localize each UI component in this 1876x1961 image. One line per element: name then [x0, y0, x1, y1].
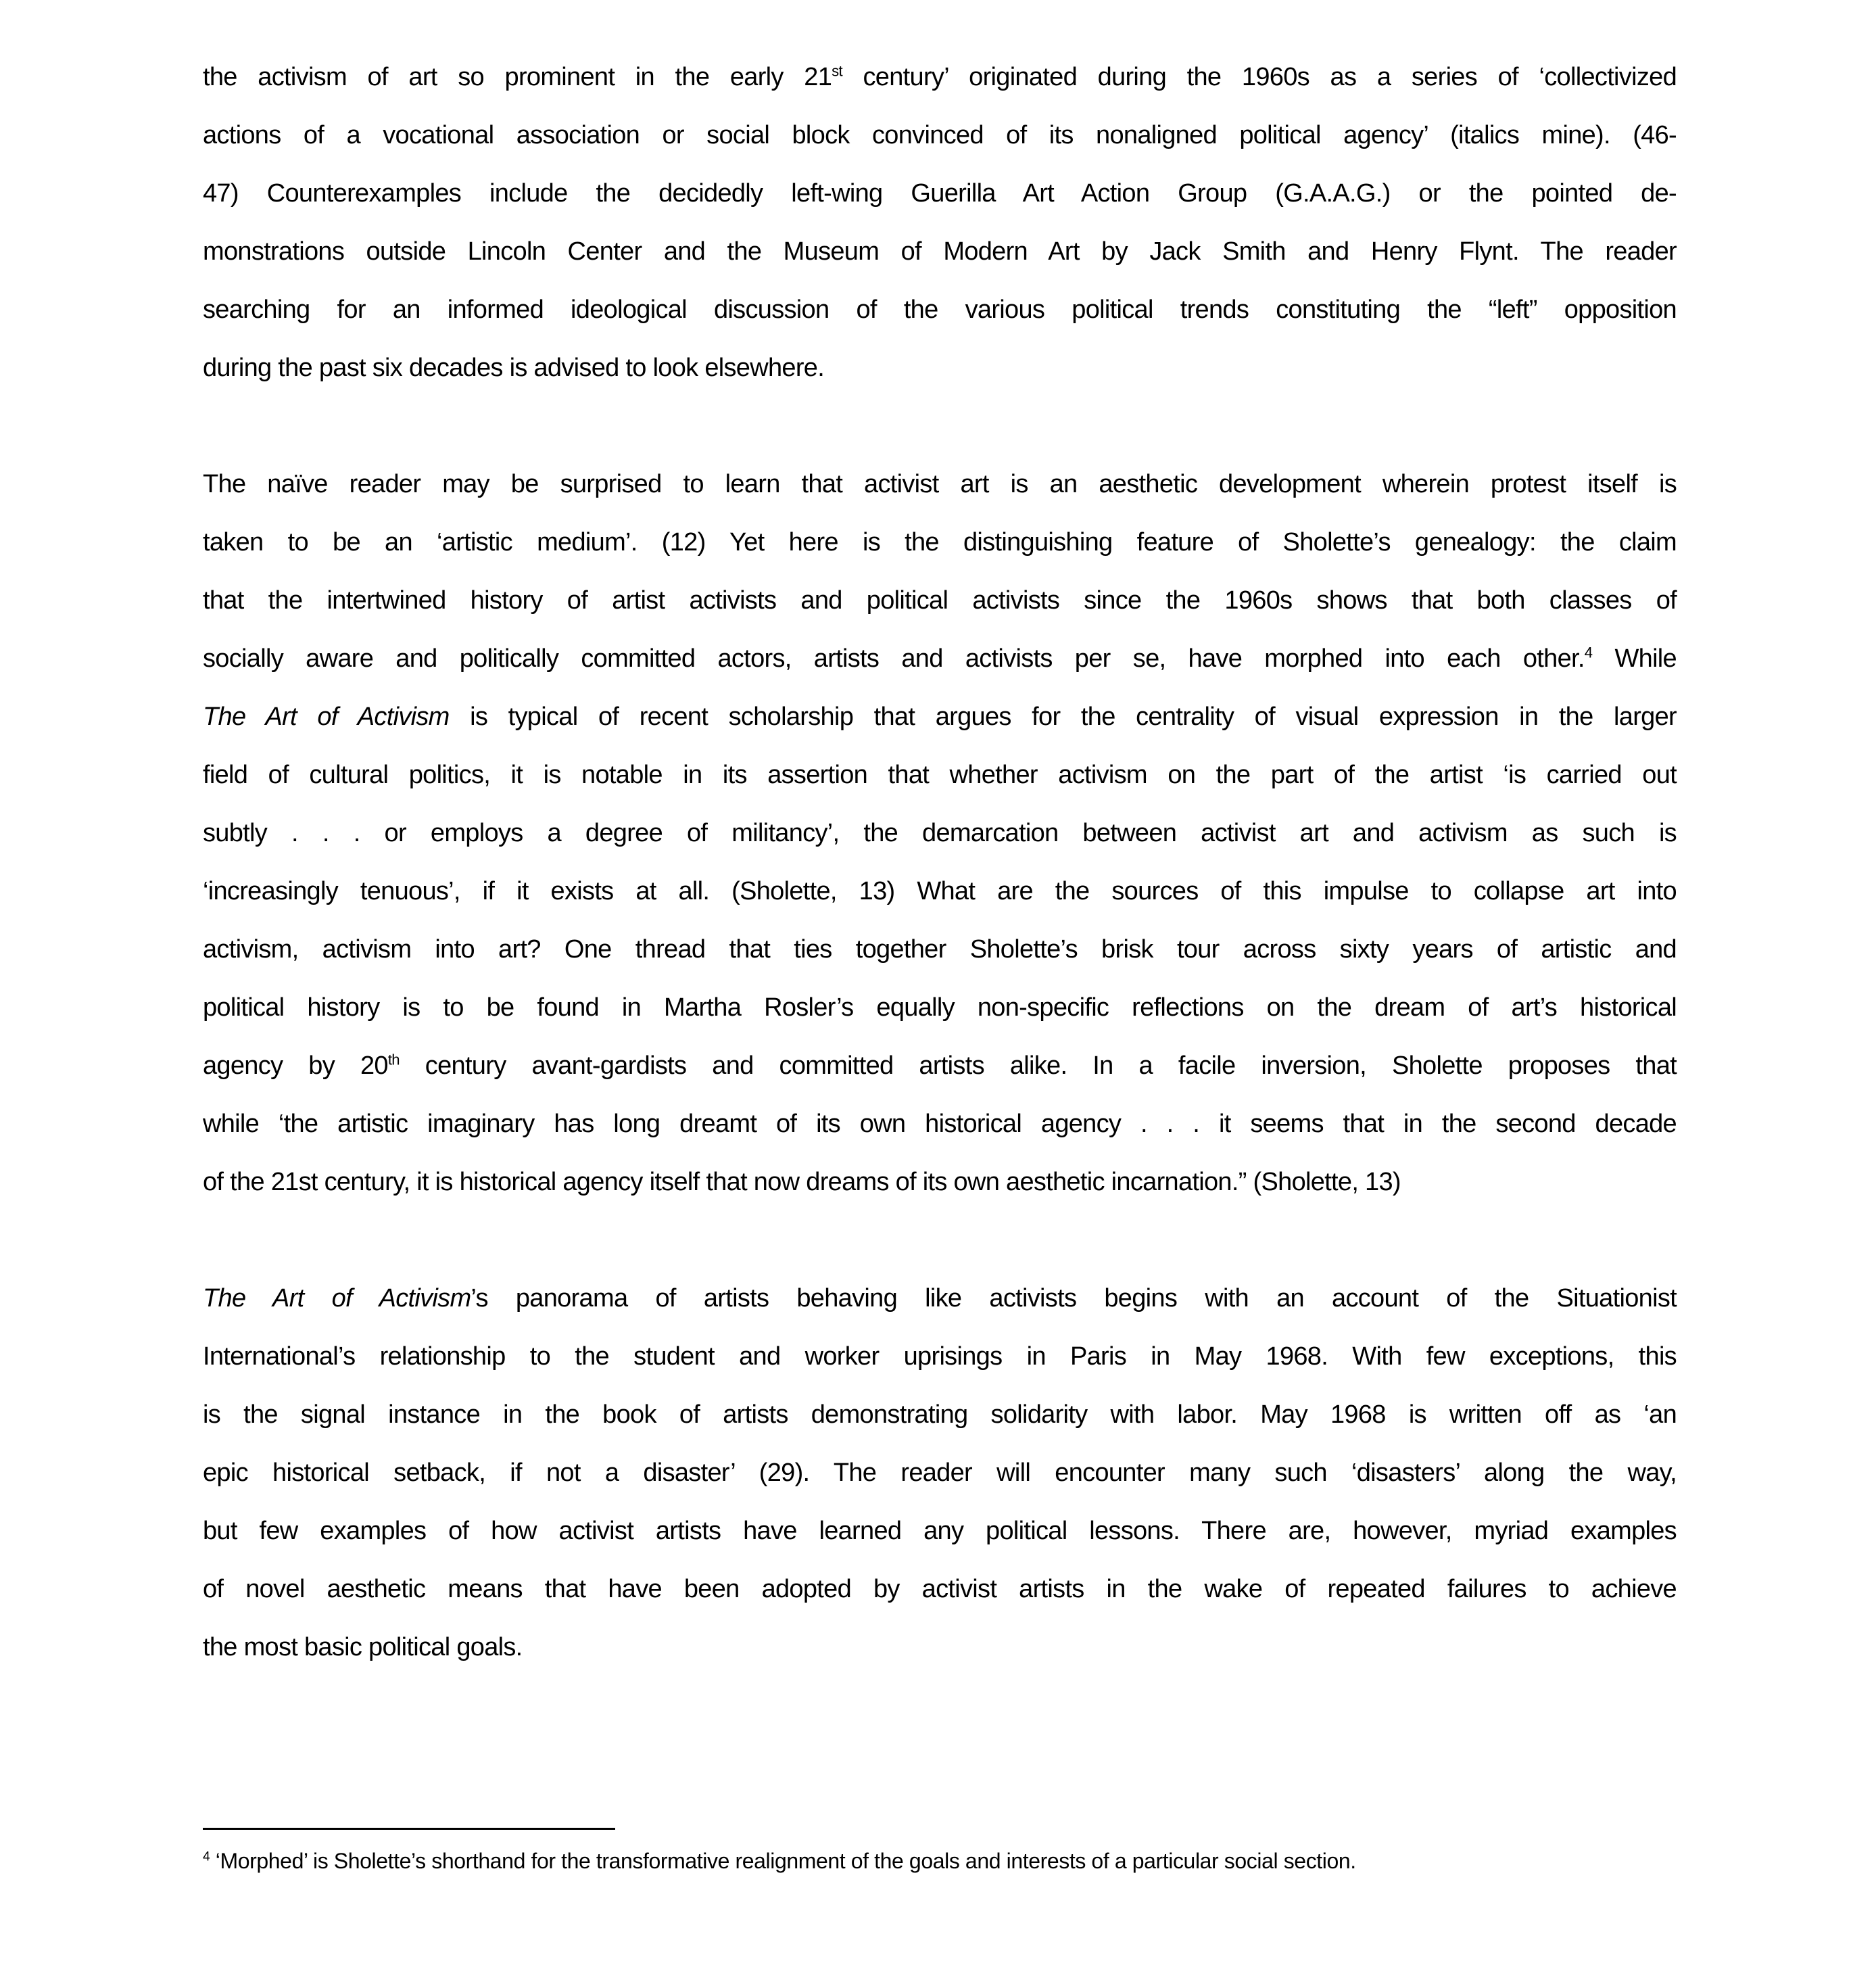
- text-segment: actions of a vocational association or social block convinced of its nonaligned political agency’ (italics mine). (46-: [203, 121, 1677, 149]
- text-line: [203, 1037, 1677, 1095]
- text-segment: activism, activism into art? One thread that ties together Sholette’s brisk tour across sixty years of artistic and: [203, 935, 1677, 964]
- text-line: [203, 222, 1677, 281]
- text-segment: during the past six decades is advised to look elsewhere.: [203, 354, 825, 382]
- text-segment: socially aware and politically committed actors, artists and activists per se, have morphed into each other.: [203, 644, 1585, 673]
- text-line: [203, 978, 1677, 1037]
- text-segment: While: [1592, 644, 1677, 673]
- superscript: 4: [203, 1849, 210, 1864]
- text-line: [203, 862, 1677, 920]
- text-line: [203, 513, 1677, 571]
- paragraph: [203, 455, 1677, 1211]
- text-segment: searching for an informed ideological discussion of the various political trends constituting the “left” opposition: [203, 296, 1677, 324]
- text-segment: that the intertwined history of artist activists and political activists since the 1960s shows that both classes of: [203, 586, 1677, 615]
- text-line: [203, 1618, 1677, 1676]
- text-line: [203, 455, 1677, 513]
- paragraph: [203, 1269, 1677, 1676]
- text-segment: epic historical setback, if not a disaster’ (29). The reader will encounter many such ‘disasters’ along the way,: [203, 1459, 1677, 1487]
- text-line: [203, 1269, 1677, 1327]
- paragraph: [203, 48, 1677, 397]
- text-line: [203, 1095, 1677, 1153]
- text-segment: taken to be an ‘artistic medium’. (12) Yet here is the distinguishing feature of Sholette’s genealogy: the claim: [203, 528, 1677, 557]
- text-line: [203, 1560, 1677, 1618]
- text-line: [203, 920, 1677, 978]
- superscript: st: [832, 62, 842, 80]
- text-segment: while ‘the artistic imaginary has long dreamt of its own historical agency . . . it seems that in the second decade: [203, 1110, 1677, 1138]
- text-line: [203, 1153, 1677, 1211]
- text-line: [203, 571, 1677, 630]
- text-line: [203, 1327, 1677, 1386]
- text-segment: but few examples of how activist artists have learned any political lessons. There are, however, myriad examples: [203, 1517, 1677, 1545]
- text-line: [203, 106, 1677, 164]
- body-text: [203, 48, 1677, 1676]
- text-segment: century’ originated during the 1960s as a series of ‘collectivized: [842, 63, 1677, 91]
- text-line: [203, 1386, 1677, 1444]
- text-segment: ‘Morphed’ is Sholette’s shorthand for the transformative realignment of the goals and interests of a particular social section.: [210, 1849, 1356, 1873]
- text-line: [203, 339, 1677, 397]
- footnote-separator: [203, 1828, 615, 1830]
- superscript: th: [387, 1051, 400, 1068]
- text-segment: is the signal instance in the book of artists demonstrating solidarity with labor. May 1968 is written off as ‘an: [203, 1400, 1677, 1429]
- text-segment: field of cultural politics, it is notable in its assertion that whether activism on the part of the artist ‘is carried out: [203, 761, 1677, 789]
- text-segment: International’s relationship to the student and worker uprisings in Paris in May 1968. With few exceptions, this: [203, 1342, 1677, 1371]
- text-segment: ’s panorama of artists behaving like activists begins with an account of the Situationist: [471, 1284, 1677, 1313]
- text-segment: the activism of art so prominent in the early 21: [203, 63, 832, 91]
- text-segment: is typical of recent scholarship that argues for the centrality of visual expression in the larger: [449, 703, 1677, 731]
- text-segment: subtly . . . or employs a degree of militancy’, the demarcation between activist art and activism as such is: [203, 819, 1677, 847]
- text-line: [203, 1444, 1677, 1502]
- text-segment: the most basic political goals.: [203, 1633, 523, 1661]
- text-line: [203, 164, 1677, 222]
- text-segment: political history is to be found in Martha Rosler’s equally non-specific reflections on the dream of art’s historical: [203, 993, 1677, 1022]
- text-line: [203, 1502, 1677, 1560]
- text-line: [203, 804, 1677, 862]
- text-segment: of novel aesthetic means that have been adopted by activist artists in the wake of repeated failures to achieve: [203, 1575, 1677, 1603]
- text-line: [203, 48, 1677, 106]
- text-segment: of the 21st century, it is historical agency itself that now dreams of its own aesthetic incarnation.” (Sholette, 13): [203, 1168, 1401, 1196]
- italic-segment: The Art of Activism: [203, 1284, 471, 1313]
- text-line: [203, 746, 1677, 804]
- text-line: [203, 281, 1677, 339]
- text-line: [203, 630, 1677, 688]
- text-segment: agency by 20: [203, 1052, 388, 1080]
- italic-segment: The Art of Activism: [203, 703, 450, 731]
- text-segment: century avant-gardists and committed artists alike. In a facile inversion, Sholette proposes that: [399, 1052, 1677, 1080]
- footnote-text: [203, 1846, 1677, 1876]
- text-segment: ‘increasingly tenuous’, if it exists at all. (Sholette, 13) What are the sources of this impulse to collapse art into: [203, 877, 1677, 905]
- superscript: 4: [1584, 644, 1593, 661]
- text-line: [203, 688, 1677, 746]
- footnote-area: [203, 1828, 1677, 1876]
- text-segment: monstrations outside Lincoln Center and the Museum of Modern Art by Jack Smith and Henry Flynt. The reader: [203, 237, 1677, 266]
- text-segment: 47) Counterexamples include the decidedly left-wing Guerilla Art Action Group (G.A.A.G.) or the pointed de-: [203, 179, 1677, 208]
- text-segment: The naïve reader may be surprised to learn that activist art is an aesthetic development wherein protest itself is: [203, 470, 1677, 498]
